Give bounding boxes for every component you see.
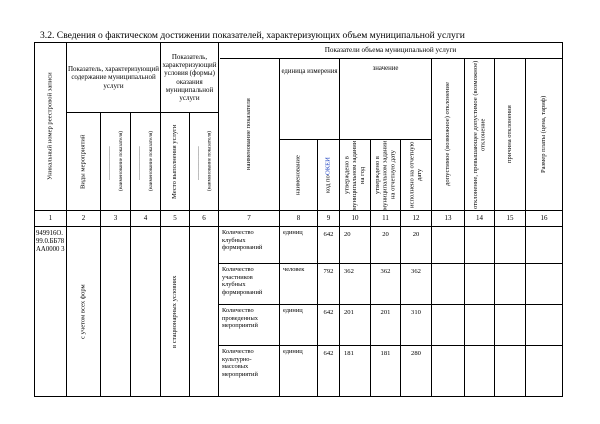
registry-number: 949916О.99.0.ББ78АА0000 3 [36, 230, 65, 254]
header-content-group: Показатель, характеризующий содержание муниципальной услуги [67, 65, 160, 90]
row-approved-year: 20 [344, 231, 351, 238]
column-number: 9 [326, 214, 331, 223]
header-unique-number: Уникальный номер реестровой записи [46, 72, 54, 181]
header-dash-1: _____________ [104, 146, 111, 180]
header-approved-year: утверждено в муниципальном задании на год [343, 140, 366, 210]
header-volume-group: Показатели объема муниципальной услуги [324, 46, 457, 55]
row-executed: 310 [411, 309, 421, 316]
row-approved-date: 362 [380, 268, 391, 275]
column-number: 7 [247, 214, 251, 223]
column-number: 5 [173, 214, 177, 223]
column-number: 13 [444, 214, 452, 223]
place-value: в стационарных условиях [171, 275, 179, 348]
okei-link[interactable]: ОКЕИ [324, 157, 332, 176]
row-okei: 792 [323, 268, 334, 275]
row-okei: 642 [323, 350, 334, 357]
header-fee: Размер платы (цена, тариф) [540, 95, 548, 174]
row-approved-date: 201 [380, 309, 391, 316]
column-number: 14 [476, 214, 483, 223]
row-okei: 642 [323, 231, 334, 238]
header-dash-3: _____________ [193, 146, 200, 180]
column-number: 4 [143, 214, 148, 223]
header-allowed-deviation: допустимое (возможное) отклонение [444, 82, 452, 187]
table-line [562, 42, 563, 396]
header-condition-group: Показатель, характеризующий условия (формы) оказания муниципальной услуги [162, 53, 217, 102]
column-number: 15 [506, 214, 514, 223]
column-number: 12 [412, 214, 420, 223]
page-title: 3.2. Сведения о фактическом достижении показателей, характеризующих объем муниципальной услуги [40, 30, 465, 41]
header-indicator-3: (наименование показателя) [206, 131, 213, 192]
header-indicator-1: (наименование показателя) [118, 131, 125, 192]
row-unit: единиц [283, 348, 303, 355]
header-indicator-2: (наименование показателя) [148, 131, 155, 192]
row-executed: 20 [412, 231, 420, 238]
header-dash-2: _____________ [134, 146, 141, 180]
column-number: 1 [48, 214, 53, 223]
header-executed-date: исполнено на отчетную дату [408, 141, 423, 209]
row-executed: 280 [411, 350, 421, 357]
header-deviation-reason: причина отклонения [506, 105, 514, 164]
row-approved-date: 20 [382, 231, 389, 238]
header-exceeding-deviation: отклонение, превышающее допустимое (возможное) отклонение [471, 60, 487, 209]
row-approved-year: 181 [344, 350, 354, 357]
row-approved-date: 181 [380, 350, 391, 357]
row-unit: единиц [283, 229, 303, 236]
column-number: 8 [296, 214, 301, 223]
row-approved-year: 201 [344, 309, 354, 316]
column-number: 10 [351, 214, 359, 223]
row-indicator-name: Количество клубных формирований [222, 229, 263, 252]
row-executed: 362 [411, 268, 421, 275]
row-indicator-name: Количество культурно-массовых мероприятий [222, 348, 258, 379]
header-place: Место выполнения услуги [171, 124, 179, 199]
row-approved-year: 362 [344, 268, 354, 275]
column-number: 3 [113, 214, 118, 223]
row-indicator-name: Количество проведенных мероприятий [222, 307, 258, 330]
column-number: 6 [202, 214, 206, 223]
row-okei: 642 [323, 309, 334, 316]
header-value-group: значение [372, 65, 399, 73]
header-events-type: Виды мероприятий [79, 134, 87, 189]
table-line [34, 396, 563, 397]
column-number: 2 [81, 214, 86, 223]
header-unit-name: наименование [294, 155, 302, 195]
events-type-value: с учетом всех форм [79, 284, 87, 339]
header-approved-date: утверждено в муниципальном задании на отчетную дату [374, 140, 397, 210]
header-okei [318, 140, 339, 210]
header-indicator-name: наименование показателя [245, 98, 253, 171]
row-indicator-name: Количество участников клубных формирований [222, 266, 263, 297]
header-unit-group: единица измерения [281, 68, 338, 76]
row-unit: единиц [283, 307, 303, 314]
column-number: 16 [540, 214, 548, 223]
row-unit: человек [283, 266, 305, 273]
header-okei-prefix: код по [324, 175, 332, 193]
column-number: 11 [382, 214, 389, 223]
